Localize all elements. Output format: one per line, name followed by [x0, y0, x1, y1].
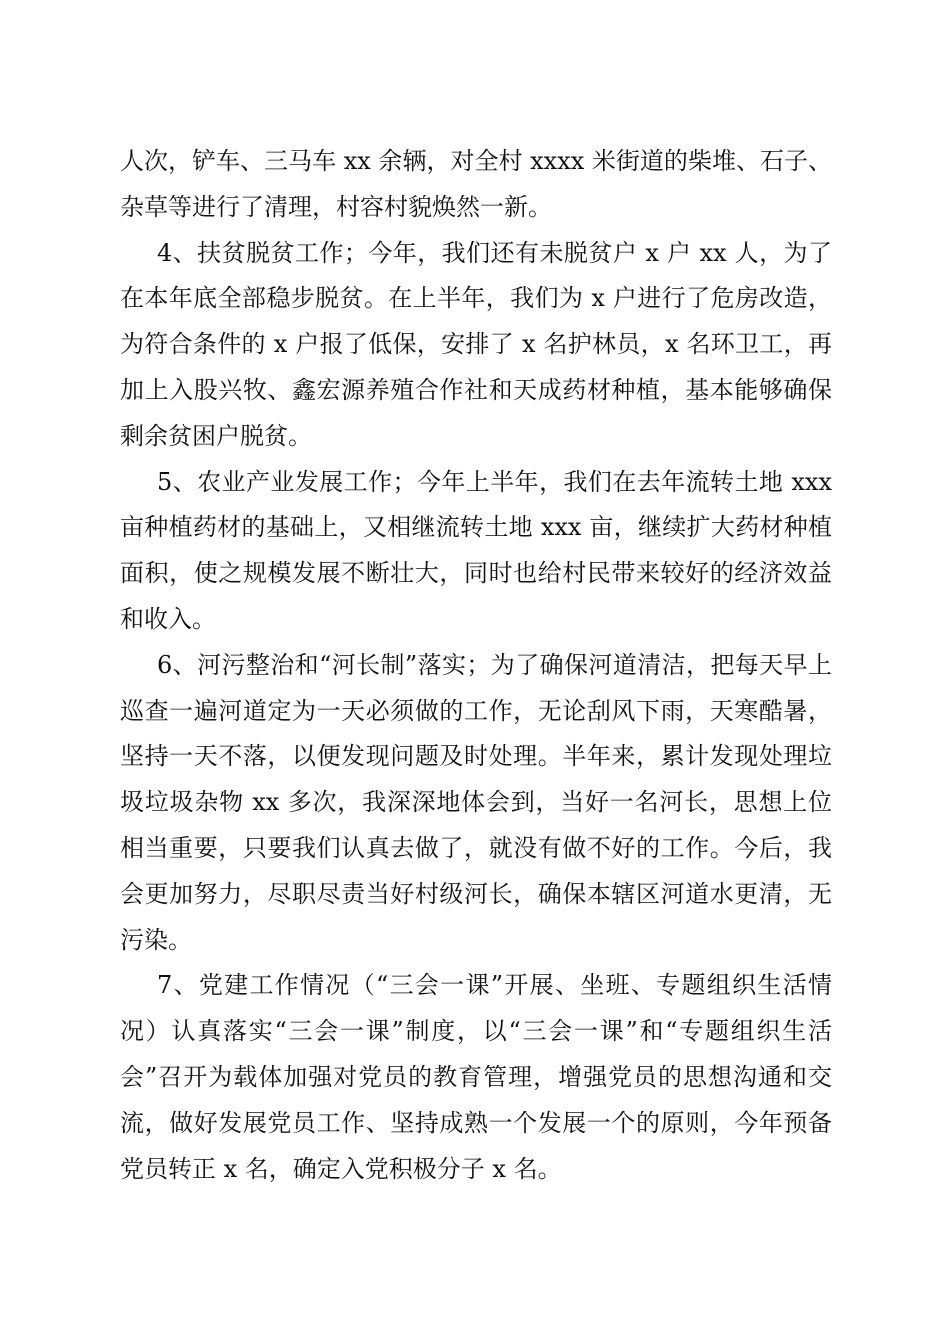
paragraph-party-building: 7、党建工作情况（“三会一课”开展、坐班、专题组织生活情况）认真落实“三会一课”制度，以“三会一课”和“专题组织生活会”召开为载体加强对党员的教育管理，增强党员的思想沟通和交流，做好发展党员工作、坚持成熟一个发展一个的原则，今年预备党员转正 x 名，确定入党积极分子 x 名。 — [120, 971, 832, 1183]
paragraph-river-chief: 6、河污整治和“河长制”落实；为了确保河道清洁，把每天早上巡查一遍河道定为一天必须做的工作，无论刮风下雨，天寒酷暑，坚持一天不落，以便发现问题及时处理。半年来，累计发现处理垃圾垃圾杂物 xx 多次，我深深地体会到，当好一名河长，思想上位相当重要，只要我们认真去做了，就没有做不好的工作。今后，我会更加努力，尽职尽责当好村级河长，确保本辖区河道水更清，无污染。 — [120, 650, 832, 954]
document-body — [120, 139, 832, 1192]
paragraph-continuation: 人次，铲车、三马车 xx 余辆，对全村 xxxx 米街道的柴堆、石子、杂草等进行了清理，村容村貌焕然一新。 — [120, 147, 832, 221]
paragraph-agriculture-industry: 5、农业产业发展工作；今年上半年，我们在去年流转土地 xxx 亩种植药材的基础上，又相继流转土地 xxx 亩，继续扩大药材种植面积，使之规模发展不断壮大，同时也给村民带来较好的经济效益和收入。 — [120, 467, 832, 633]
paragraph-poverty-alleviation: 4、扶贫脱贫工作；今年，我们还有未脱贫户 x 户 xx 人，为了在本年底全部稳步脱贫。在上半年，我们为 x 户进行了危房改造，为符合条件的 x 户报了低保，安排了 x 名护林员，x 名环卫工，再加上入股兴牧、鑫宏源养殖合作社和天成药材种植，基本能够确保剩余贫困户脱贫。 — [120, 238, 832, 450]
